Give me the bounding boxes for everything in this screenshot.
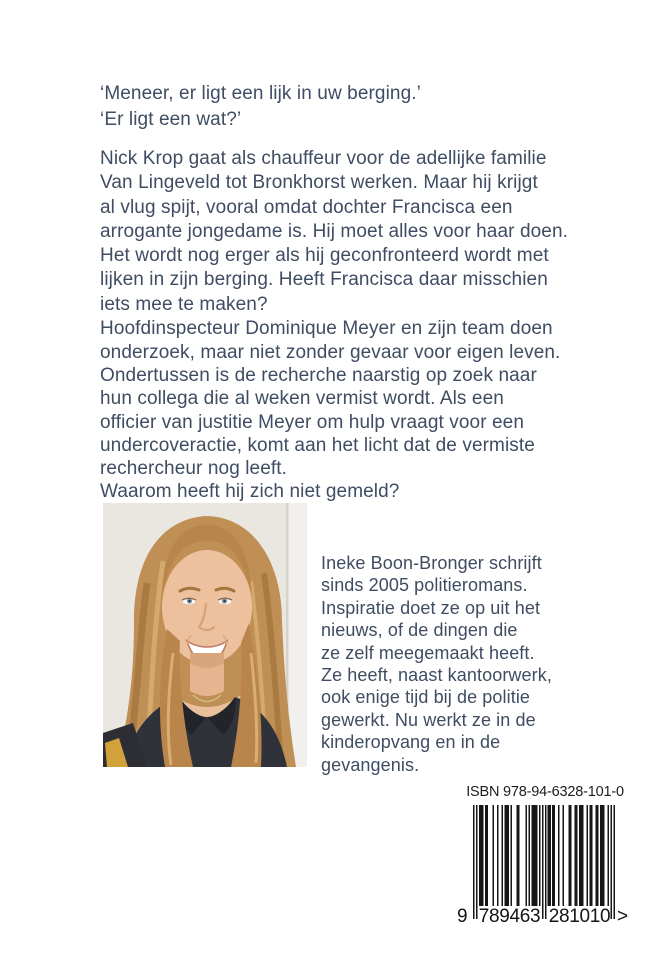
barcode-trailing-char: > (617, 906, 628, 927)
bio-line: Inspiratie doet ze op uit het (321, 597, 541, 618)
blurb-line: undercoveractie, komt aan het licht dat de vermiste (100, 434, 535, 456)
bio-line: nieuws, of de dingen die (321, 620, 518, 641)
blurb-line: Hoofdinspecteur Dominique Meyer en zijn team doen (100, 318, 553, 340)
barcode-digits-right: 281010 (548, 906, 611, 927)
portrait-illustration (103, 503, 307, 767)
author-photo (103, 503, 307, 767)
synopsis-paragraph-2 (100, 364, 537, 504)
ean-barcode (457, 805, 628, 929)
bio-line: ze zelf meegemaakt heeft. (321, 642, 535, 663)
author-bio (321, 552, 552, 776)
blurb-line: iets mee te maken? (100, 293, 268, 315)
bio-line: sinds 2005 politieromans. (321, 575, 528, 596)
blurb-line: rechercheur nog leeft. (100, 458, 288, 480)
blurb-line: officier van justitie Meyer om hulp vraagt voor een (100, 411, 525, 433)
blurb-line: Ondertussen is de recherche naarstig op zoek naar (100, 365, 537, 386)
bio-line: gevangenis. (321, 754, 420, 775)
opening-dialogue (100, 81, 421, 132)
blurb-line: hun collega die al weken vermist wordt. Als een (100, 388, 504, 410)
barcode-bars (473, 805, 615, 919)
blurb-line: Waarom heeft hij zich niet gemeld? (100, 481, 400, 503)
blurb-line: Van Lingeveld tot Bronkhorst werken. Maar hij krijgt (100, 172, 538, 194)
blurb-line: al vlug spijt, vooral omdat dochter Francisca een (100, 196, 513, 218)
blurb-line: arrogante jongedame is. Hij moet alles voor haar doen. (100, 220, 568, 242)
bio-line: Ineke Boon-Bronger schrijft (321, 553, 542, 573)
bio-line: ook enige tijd bij de politie (321, 687, 531, 708)
barcode-digits-left: 789463 (478, 906, 541, 927)
dialogue-line: ‘Meneer, er ligt een lijk in uw berging.’ (100, 83, 421, 104)
blurb-line: lijken in zijn berging. Heeft Francisca daar misschien (100, 269, 548, 291)
blurb-line: Nick Krop gaat als chauffeur voor de adellijke familie (100, 148, 547, 169)
dialogue-line: ‘Er ligt een wat?’ (100, 108, 242, 130)
bio-line: gewerkt. Nu werkt ze in de (321, 709, 536, 730)
isbn-number: ISBN 978-94-6328-101-0 (466, 784, 624, 800)
barcode-digit-lead: 9 (457, 906, 468, 927)
bio-line: Ze heeft, naast kantoorwerk, (321, 665, 552, 686)
blurb-line: Het wordt nog erger als hij geconfronteerd wordt met (100, 245, 549, 267)
bio-line: kinderopvang en in de (321, 732, 501, 753)
blurb-line: onderzoek, maar niet zonder gevaar voor eigen leven. (100, 342, 561, 364)
synopsis-paragraph-1 (100, 147, 568, 366)
